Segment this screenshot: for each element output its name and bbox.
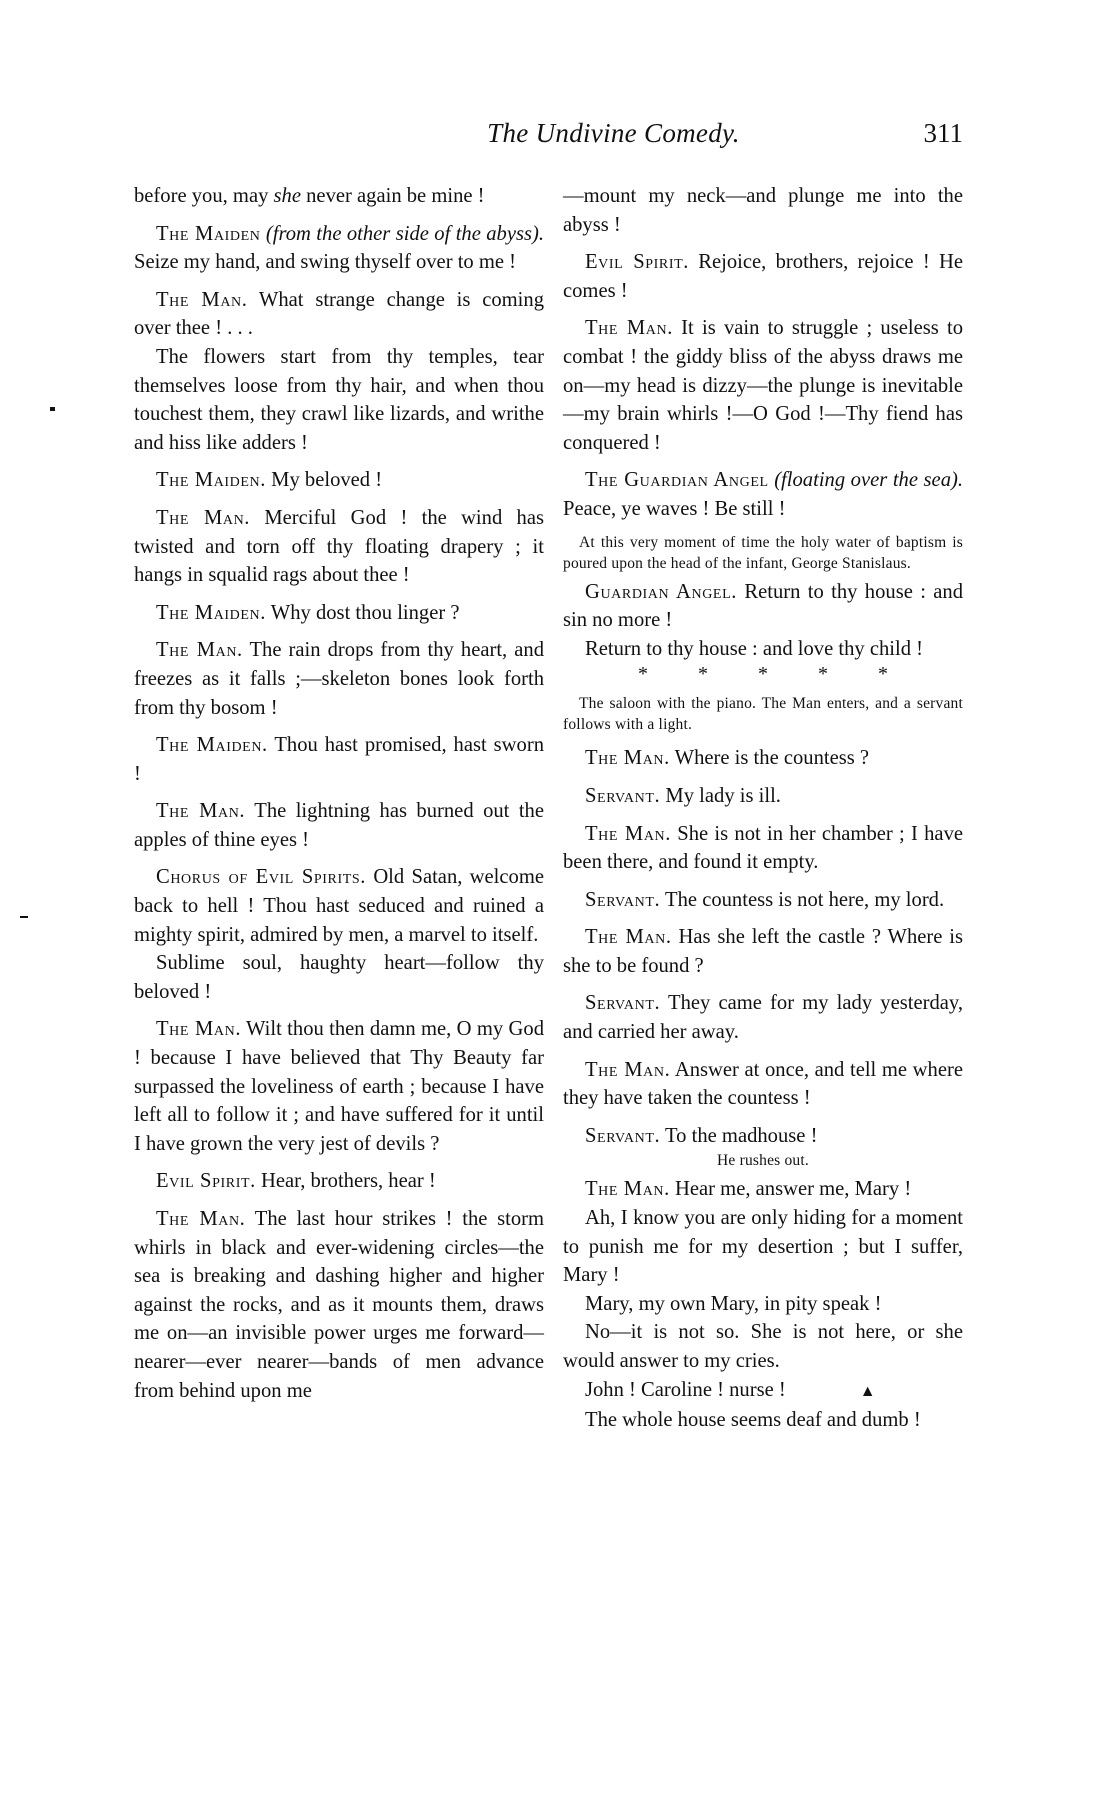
speech-text: What strange change is coming over thee ! . . . [134, 288, 544, 340]
speech-text: Answer at once, and tell me where they have taken the countess ! [563, 1058, 963, 1110]
speaker-name: The Maiden. [156, 734, 268, 757]
asterisk: * [878, 663, 888, 686]
speech [563, 1175, 963, 1204]
speech-text: The lightning has burned out the apples of thine eyes ! [134, 800, 544, 851]
speaker-name: The Man. [156, 506, 251, 529]
speaker-name: The Maiden [156, 222, 261, 245]
speech-text: My beloved ! [266, 469, 383, 492]
speaker-name: Guardian Angel. [585, 580, 737, 603]
speech-text: Why dost thou linger ? [266, 601, 460, 624]
speech-text: Sublime soul, haughty heart—follow thy beloved ! [134, 952, 544, 1003]
speech [134, 286, 544, 343]
speech-paragraph [563, 635, 963, 664]
right-column [563, 182, 963, 1435]
speech [134, 220, 544, 277]
stage-direction: He rushes out. [717, 1152, 809, 1170]
stage-direction-inline: (from the other side of the abyss). [265, 222, 545, 245]
speech-text: The countess is not here, my lord. [660, 888, 945, 911]
speech-text: before you, may [134, 185, 274, 207]
stage-direction-inline: (floating over the sea). [774, 469, 964, 492]
speech [134, 1167, 544, 1196]
speech [134, 636, 544, 722]
speech-paragraph [563, 1290, 963, 1319]
speech-text: Mary, my own Mary, in pity speak ! [585, 1292, 882, 1315]
speech-text: Seize my hand, and swing thyself over to me ! [134, 251, 517, 274]
speech-text: To the madhouse ! [660, 1124, 818, 1147]
speech-text: The rain drops from thy heart, and freezes as it falls ;—skeleton bones look forth from thy bosom ! [134, 639, 544, 719]
speech-text: Ah, I know you are only hiding for a moment to punish me for my desertion ; but I suffer, Mary ! [563, 1207, 963, 1287]
speech-text: Thou hast promised, hast sworn ! [134, 734, 544, 785]
speaker-name: Servant. [585, 784, 661, 807]
speech-text: Rejoice, brothers, rejoice ! He comes ! [563, 251, 963, 302]
speech [134, 504, 544, 590]
speaker-name: The Guardian Angel [585, 469, 769, 492]
speech-paragraph [563, 1204, 963, 1290]
speech [563, 1056, 963, 1113]
speaker-name: The Man. [585, 317, 673, 340]
speech [563, 466, 963, 523]
speech-text: Wilt thou then damn me, O my God ! because I have believed that Thy Beauty far surpassed the loveliness of earth ; because I have left all to follow it ; and have suffered for it until I have grown the very jest of devils ? [134, 1018, 545, 1155]
speech [134, 1205, 544, 1405]
speaker-name: The Man. [585, 926, 672, 949]
speech-paragraph [563, 1318, 963, 1375]
printer-mark-icon: ▲ [859, 1382, 876, 1400]
speech-text: The last hour strikes ! the storm whirls in black and ever-widening circles—the sea is breaking and dashing higher and higher against the rocks, and as it mounts them, draws me on—an invisible power urges me forward—nearer—ever nearer—bands of men advance from behind upon me [134, 1208, 544, 1402]
speech [134, 731, 544, 788]
speaker-name: The Man. [156, 288, 248, 311]
left-column [134, 182, 544, 1405]
speaker-name: The Man. [156, 639, 243, 662]
speaker-name: Evil Spirit. [156, 1170, 256, 1193]
speech-text: She is not in her chamber ; I have been there, and found it empty. [563, 822, 964, 874]
speech-continuation [134, 182, 544, 211]
speech-text: They came for my lady yesterday, and carried her away. [563, 992, 963, 1044]
asterisk: * [758, 663, 768, 686]
speech-text: Old Satan, welcome back to hell ! Thou hast seduced and ruined a mighty spirit, admired by men, a marvel to itself. [134, 866, 544, 946]
speech-text: Peace, ye waves ! Be still ! [563, 497, 786, 520]
speech-text: Where is the countess ? [669, 747, 870, 770]
speech-text: Return to thy house : and love thy child ! [585, 637, 924, 660]
speech-text: Hear me, answer me, Mary ! [669, 1178, 912, 1201]
speech-text: The whole house seems deaf and dumb ! [585, 1409, 921, 1432]
speech-text: never again be mine ! [300, 185, 485, 207]
speaker-name: The Man. [585, 747, 670, 770]
speech [563, 782, 963, 811]
speaker-name: The Man. [156, 1208, 246, 1230]
speech-text: Has she left the castle ? Where is she to be found ? [563, 926, 963, 977]
speech [134, 599, 544, 628]
page-number: 311 [923, 118, 963, 148]
asterisk: * [638, 663, 648, 686]
speech [563, 578, 963, 635]
speech-text: It is vain to struggle ; useless to combat ! the giddy bliss of the abyss draws me on—my head is dizzy—the plunge is inevitable—my brain whirls !—O God !—Thy fiend has conquered ! [563, 317, 963, 454]
speech [134, 466, 544, 495]
speaker-name: Servant. [585, 992, 661, 1015]
speech-text: The flowers start from thy temples, tear themselves loose from thy hair, and when thou touchest them, they crawl like lizards, and writhe and hiss like adders ! [134, 345, 544, 454]
speech-text: Hear, brothers, hear ! [255, 1170, 436, 1193]
scene-break-asterisks [563, 663, 963, 685]
asterisk: * [698, 663, 708, 686]
speech [563, 1122, 963, 1151]
speech [563, 989, 963, 1046]
speech [563, 744, 963, 773]
scan-speck [50, 407, 55, 411]
speech-paragraph [134, 949, 544, 1006]
speech [563, 886, 963, 915]
speech-text: John ! Caroline ! nurse ! [585, 1378, 786, 1401]
speech [134, 863, 544, 949]
speaker-name: The Maiden. [156, 601, 266, 624]
speaker-name: Evil Spirit. [585, 251, 689, 274]
speech [563, 248, 963, 305]
speech-text: Merciful God ! the wind has twisted and torn off thy floating drapery ; it hangs in squalid rags about thee ! [134, 506, 545, 587]
speech [563, 923, 963, 980]
speech-text: My lady is ill. [660, 784, 781, 807]
speech-continuation [563, 182, 963, 239]
speaker-name: The Man. [585, 1178, 670, 1201]
speaker-name: The Man. [156, 800, 246, 823]
speech [134, 1015, 544, 1158]
speaker-name: The Man. [585, 822, 671, 845]
asterisk: * [818, 663, 828, 686]
stage-direction: At this very moment of time the holy water of baptism is poured upon the head of the infant, George Stanislaus. [563, 533, 963, 572]
emphasis: she [273, 185, 301, 207]
running-head [134, 118, 963, 158]
speech-paragraph [134, 343, 544, 457]
speech-text: No—it is not so. She is not here, or she would answer to my cries. [563, 1321, 963, 1372]
speech [134, 797, 544, 854]
stage-direction: The saloon with the piano. The Man enters, and a servant follows with a light. [563, 695, 963, 734]
speech-paragraph [563, 1376, 963, 1407]
speech [563, 314, 963, 457]
running-title: The Undivine Comedy. [487, 118, 740, 148]
speaker-name: Servant. [585, 1124, 661, 1147]
speech [563, 820, 963, 877]
speaker-name: The Man. [156, 1018, 242, 1041]
speaker-name: The Man. [585, 1058, 671, 1081]
speaker-name: Chorus of Evil Spirits. [156, 866, 367, 889]
speaker-name: Servant. [585, 888, 661, 911]
speaker-name: The Maiden. [156, 469, 266, 492]
scan-speck [20, 916, 28, 918]
speech-paragraph [563, 1406, 963, 1435]
speech-text: Return to thy house : and sin no more ! [563, 580, 964, 632]
speech-text: —mount my neck—and plunge me into the abyss ! [563, 185, 963, 236]
